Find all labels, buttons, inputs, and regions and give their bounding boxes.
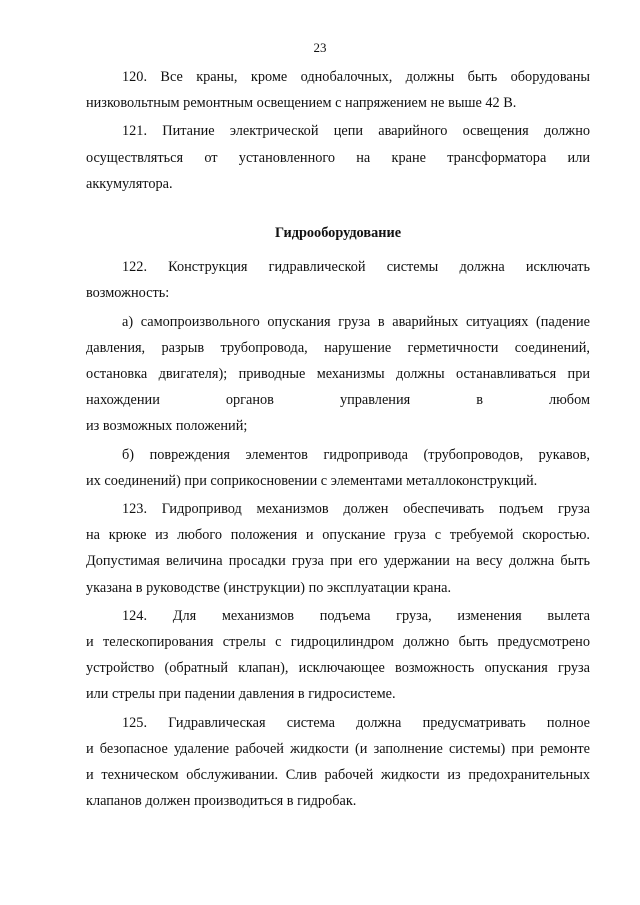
- text-line: аккумулятора.: [86, 175, 173, 192]
- text-line: а) самопроизвольного опускания груза в аварийных ситуациях (падение: [122, 313, 590, 330]
- text-line: остановка двигателя); приводные механизмы должны останавливаться при: [86, 366, 590, 383]
- text-line: указана в руководстве (инструкции) по эксплуатации крана.: [86, 579, 452, 596]
- text-line: 120. Все краны, кроме однобалочных, должны быть оборудованы: [122, 69, 590, 85]
- text-line: осуществляться от установленного на кране трансформатора или: [86, 149, 590, 166]
- text-line: их соединений) при соприкосновении с элементами металлоконструкций.: [86, 472, 538, 489]
- text-line: или стрелы при падении давления в гидросистеме.: [86, 686, 396, 703]
- text-line: б) повреждения элементов гидропривода (трубопроводов, рукавов,: [122, 446, 590, 463]
- text-line: 125. Гидравлическая система должна предусматривать полное: [122, 714, 590, 731]
- text-line: низковольтным ремонтным освещением с напряжением не выше 42 В.: [86, 95, 517, 112]
- text-line: и телескопирования стрелы с гидроцилиндром должно быть предусмотрено: [86, 634, 590, 651]
- paragraph-122-b: [86, 442, 590, 494]
- text-line: возможность:: [86, 285, 170, 302]
- paragraph-122: [86, 254, 590, 306]
- text-line: устройство (обратный клапан), исключающее возможность опускания груза: [86, 660, 590, 677]
- text-line: и безопасное удаление рабочей жидкости (и заполнение системы) при ремонте: [86, 740, 590, 757]
- text-line: на крюке из любого положения и опускание груза с требуемой скоростью.: [86, 527, 590, 544]
- text-line: 124. Для механизмов подъема груза, изменения вылета: [122, 607, 590, 624]
- paragraph-122-a: [86, 309, 590, 440]
- paragraph-120: [86, 64, 590, 116]
- paragraph-125: [86, 710, 590, 815]
- text-line: клапанов должен производиться в гидробак.: [86, 793, 357, 810]
- page-number: 23: [313, 40, 327, 55]
- document-body: [86, 64, 590, 816]
- text-line: 122. Конструкция гидравлической системы должна исключать: [122, 259, 590, 276]
- text-line: из возможных положений;: [86, 418, 248, 435]
- section-heading: Гидрооборудование: [274, 225, 402, 242]
- paragraph-121: [86, 118, 590, 197]
- paragraph-123: [86, 496, 590, 601]
- text-line: и техническом обслуживании. Слив рабочей жидкости из предохранительных: [86, 767, 590, 784]
- text-line: Допустимая величина просадки груза при его удержании на весу должна быть: [86, 553, 590, 570]
- text-line: 123. Гидропривод механизмов должен обеспечивать подъем груза: [122, 501, 590, 518]
- text-line: 121. Питание электрической цепи аварийного освещения должно: [122, 123, 590, 140]
- text-line: нахождении органов управления в любом: [86, 392, 590, 409]
- text-line: давления, разрыв трубопровода, нарушение герметичности соединений,: [86, 339, 590, 356]
- paragraph-124: [86, 603, 590, 708]
